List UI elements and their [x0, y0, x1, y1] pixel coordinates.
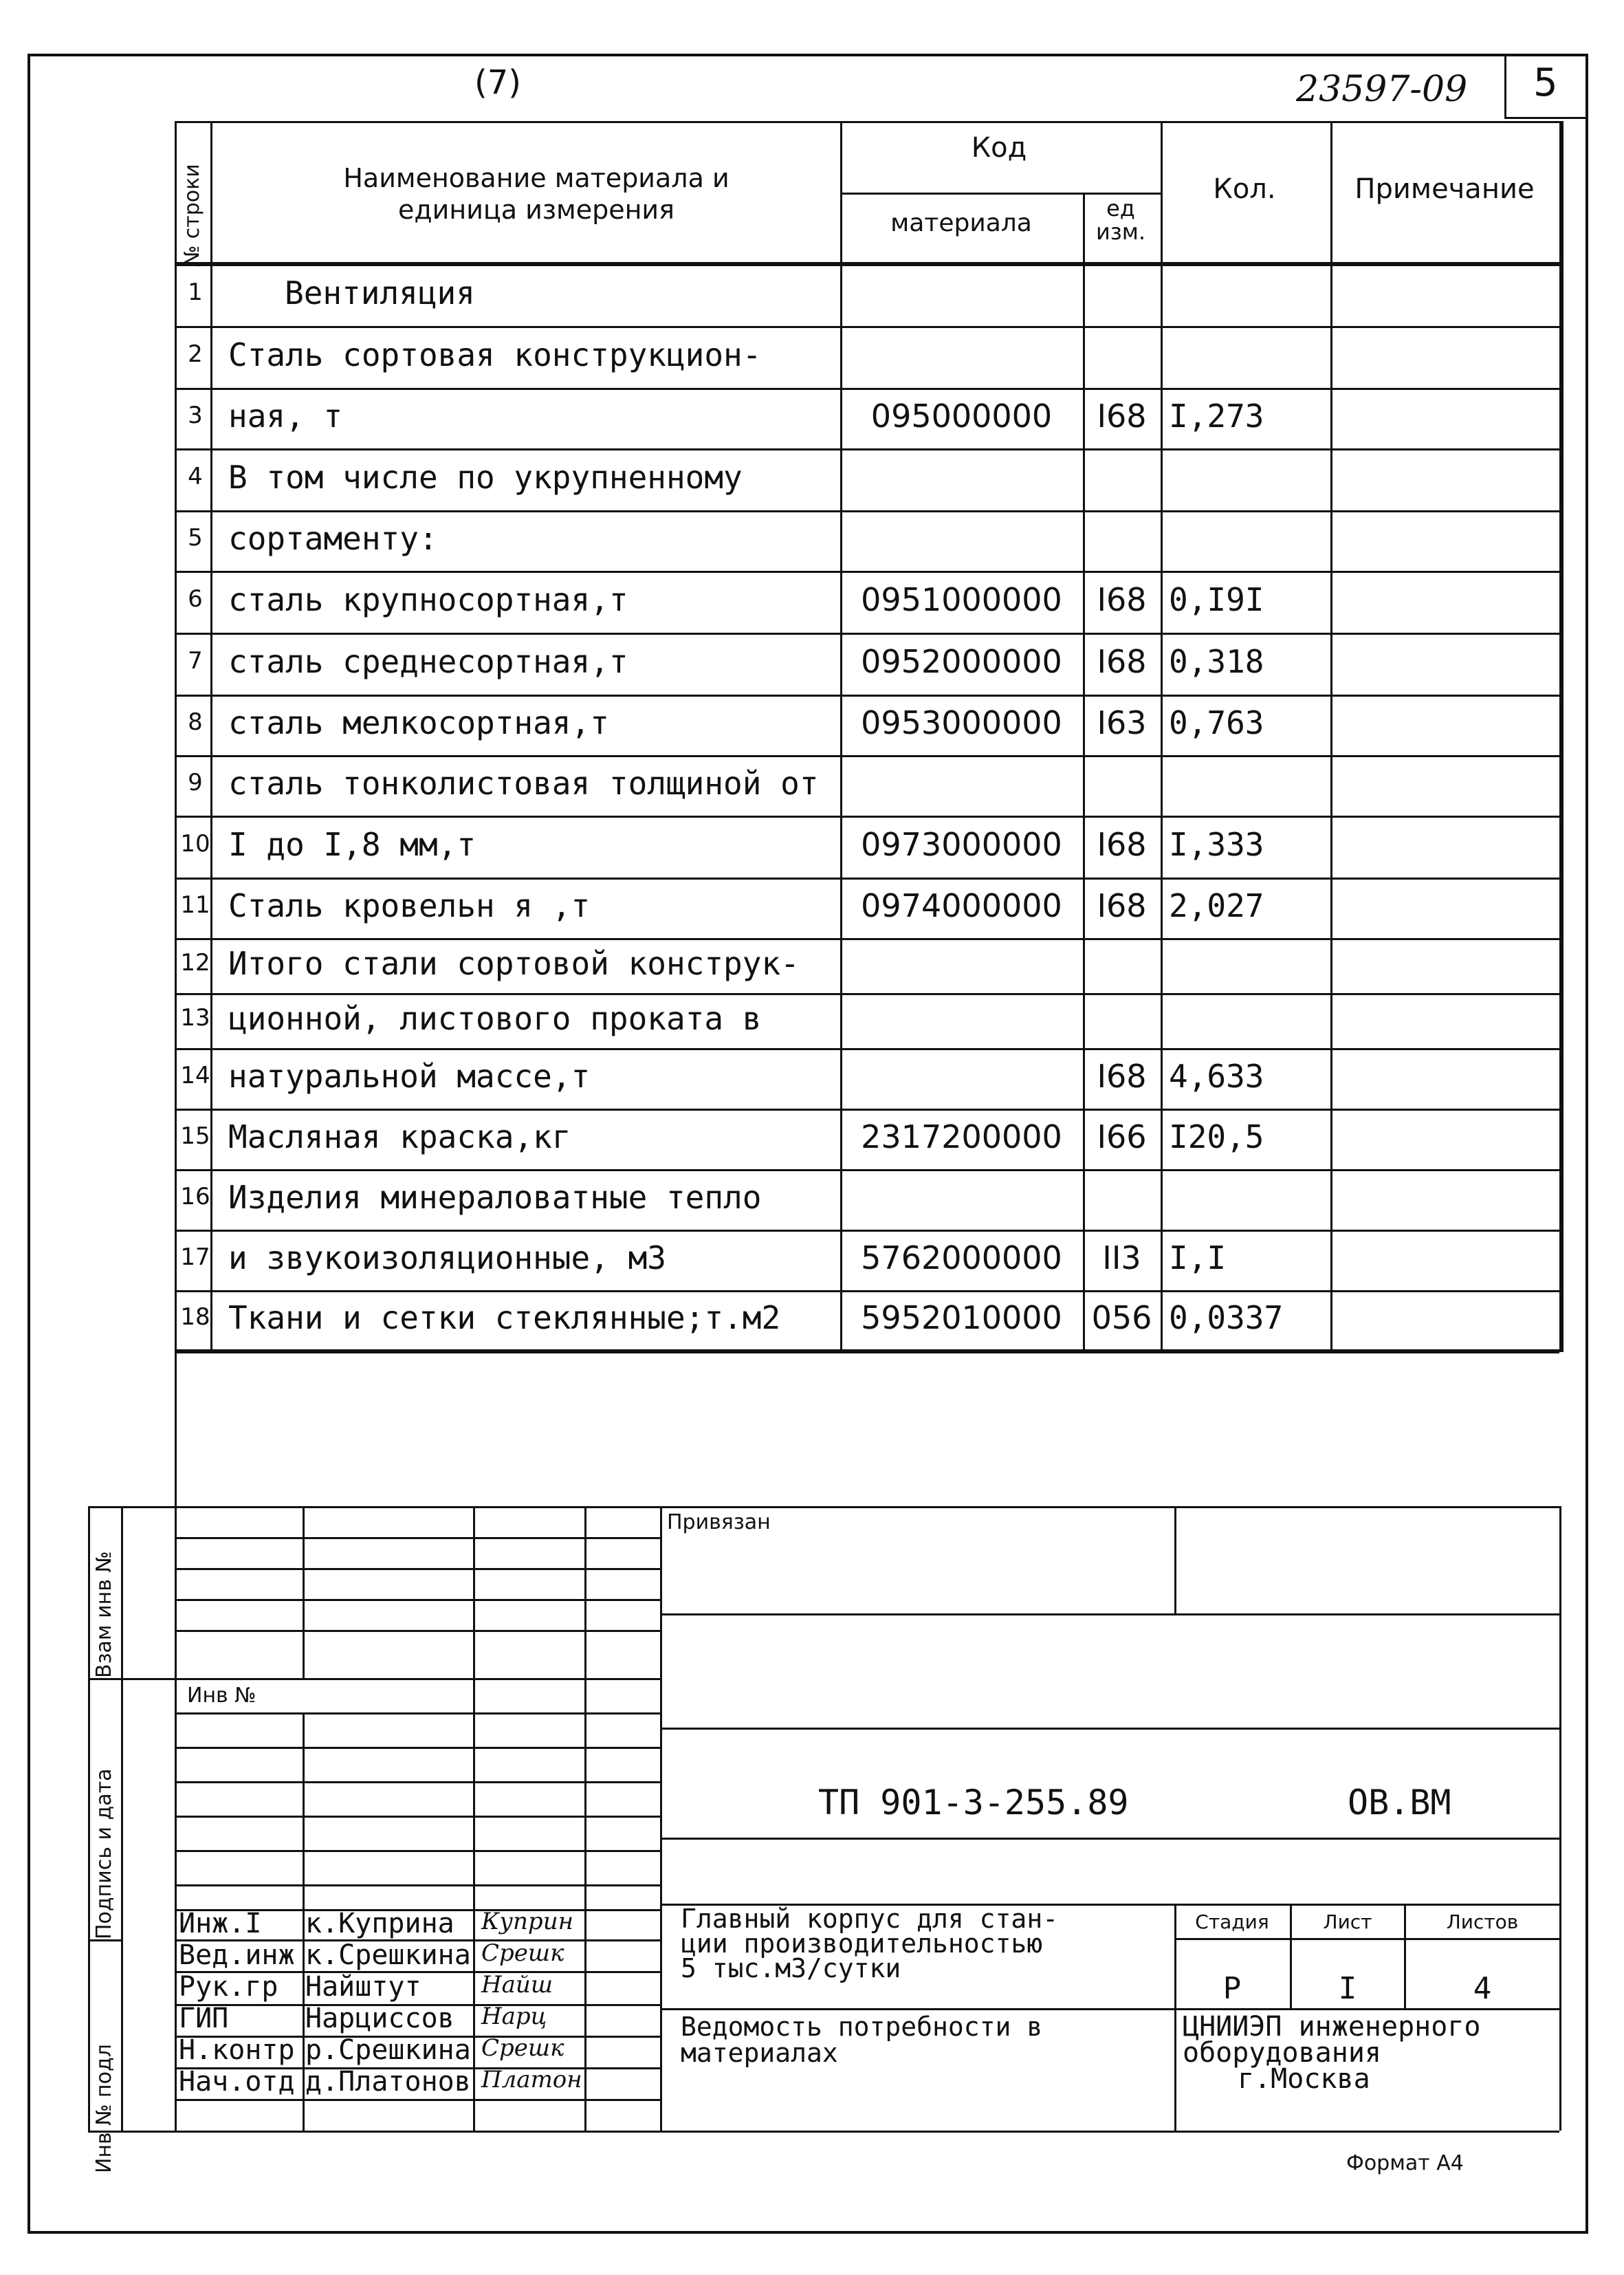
quantity: 0,I9I [1169, 581, 1264, 618]
row-number: 2 [188, 340, 203, 368]
grid-line [175, 1506, 660, 1508]
tb-col [1290, 1904, 1292, 2008]
sheet-value: I [1338, 1971, 1357, 2006]
org-line: г.Москва [1238, 2063, 1370, 2095]
unit-code: I63 [1097, 704, 1147, 741]
side-label-inv-podl: Инв № подл [92, 2044, 116, 2173]
table-row [175, 993, 1559, 1048]
object-name-line: ции производительностью [681, 1928, 1043, 1959]
sheet-number: 5 [1533, 61, 1558, 105]
row-number: 5 [188, 524, 203, 552]
material-name: Изделия минераловатные тепло [228, 1179, 762, 1216]
grid-line [175, 2099, 660, 2101]
signer-name: Нарциссов [305, 2003, 454, 2034]
material-name: В том числе по укрупненному [228, 459, 743, 496]
quantity: 4,633 [1169, 1058, 1264, 1095]
unit-code: I68 [1097, 643, 1147, 680]
material-code: 095000000 [870, 398, 1053, 435]
table-row [175, 388, 1559, 448]
sheet-box-bottom [1504, 117, 1588, 119]
org-name [1183, 2011, 1561, 2095]
material-code: 2317200000 [861, 1118, 1062, 1155]
grid-col [303, 1506, 305, 1678]
grid-line [175, 1537, 660, 1539]
material-name: Ткани и сетки стеклянные;т.м2 [228, 1299, 781, 1336]
signer-role: Нач.отд [179, 2066, 295, 2098]
table-row [175, 755, 1559, 816]
signer-role: Вед.инж [179, 1939, 295, 1971]
row-number: 13 [180, 1004, 210, 1032]
row-number: 9 [188, 769, 203, 796]
tb-line [660, 1728, 1559, 1730]
left-border-extension [175, 1349, 177, 1506]
signer-role: Н.контр [179, 2034, 295, 2066]
grid-line [175, 1599, 660, 1601]
material-name: натуральной массе,т [228, 1058, 591, 1095]
unit-code: I68 [1097, 887, 1147, 924]
signer-name: д.Платонов [305, 2066, 471, 2098]
format-label: Формат А4 [1346, 2151, 1464, 2175]
grid-col [660, 1506, 662, 2131]
signature: Срешк [481, 1939, 564, 1967]
row-number: 12 [180, 949, 210, 977]
quantity: I,273 [1169, 398, 1264, 435]
object-name-line: 5 тыс.м3/сутки [681, 1953, 901, 1983]
grid-col [473, 1506, 475, 2131]
table-top-border [175, 121, 1559, 123]
grid-line [175, 2131, 660, 2133]
material-name: I до I,8 мм,т [228, 826, 476, 863]
col-note-header: Примечание [1354, 173, 1535, 205]
table-row [175, 633, 1559, 695]
unit-code: II3 [1102, 1239, 1141, 1276]
material-code: 5762000000 [861, 1239, 1062, 1276]
designation: ТП 901-3-255.89 [818, 1783, 1129, 1822]
unit-code: I68 [1097, 826, 1147, 863]
table-row [175, 1048, 1559, 1109]
signer-name: к.Срешкина [305, 1939, 471, 1971]
row-number: 4 [188, 463, 203, 490]
signer-name: Найштут [305, 1971, 421, 2003]
side-divider [88, 1939, 121, 1941]
org-line: оборудования [1183, 2037, 1381, 2069]
sheet-title-line: материалах [681, 2038, 838, 2068]
col-code-unit-header: ед изм. [1095, 195, 1146, 245]
grid-line [175, 1850, 660, 1852]
signer-name: к.Куприна [305, 1908, 454, 1939]
side-strip-left [88, 1506, 90, 2131]
grid-line [175, 1747, 660, 1749]
section-code: ОВ.ВМ [1348, 1783, 1451, 1822]
material-code: 5952010000 [861, 1299, 1062, 1336]
grid-line [175, 1630, 660, 1632]
col-row-no-header: № строки [180, 164, 204, 267]
sheet-title-line: Ведомость потребности в [681, 2012, 1043, 2042]
unit-code: I68 [1097, 1058, 1147, 1095]
table-row [175, 510, 1559, 571]
quantity: 2,027 [1169, 887, 1264, 924]
side-label-vzam: Взам инв № [92, 1551, 116, 1678]
material-name: Итого стали сортовой конструк- [228, 945, 800, 982]
org-line: ЦНИИЭП инженерного [1183, 2011, 1481, 2043]
table-row [175, 1290, 1559, 1349]
doc-number: 23597-09 [1296, 69, 1468, 110]
table-row [175, 448, 1559, 510]
unit-code: I68 [1097, 398, 1147, 435]
grid-col [584, 1506, 586, 2131]
row-number: 11 [180, 891, 210, 919]
row-number: 15 [180, 1122, 210, 1150]
table-right-border [1559, 121, 1563, 1352]
quantity: 0,0337 [1169, 1299, 1284, 1336]
sheets-value: 4 [1473, 1971, 1492, 2006]
signature: Платон [481, 2066, 582, 2093]
tb-line [660, 2008, 1559, 2010]
tb-col [1404, 1904, 1406, 2008]
row-number: 8 [188, 708, 203, 736]
signer-role: ГИП [179, 2003, 229, 2034]
sheet-box-divider [1504, 54, 1506, 119]
page-ref: (7) [474, 63, 521, 102]
object-name [681, 1906, 1058, 1981]
row-number: 1 [188, 279, 203, 306]
table-row [175, 326, 1559, 388]
material-code: 0973000000 [861, 826, 1062, 863]
material-name: сортаменту: [228, 520, 438, 557]
row-number: 18 [180, 1303, 210, 1331]
table-row [175, 1169, 1559, 1230]
stage-label: Стадия [1195, 1911, 1269, 1933]
grid-line [175, 1816, 660, 1818]
stage-value: Р [1222, 1971, 1242, 2006]
material-name: Сталь кровельн я ,т [228, 887, 591, 924]
table-row [175, 878, 1559, 938]
privyazan-label: Привязан [667, 1510, 771, 1534]
privyazan-divider [1174, 1506, 1176, 1613]
table-row [175, 264, 1559, 326]
table-row [175, 695, 1559, 755]
table-row [175, 816, 1559, 878]
grid-line [175, 1781, 660, 1783]
material-code: 0953000000 [861, 704, 1062, 741]
inv-label: Инв № [187, 1684, 256, 1708]
table-row [175, 938, 1559, 993]
sheet-label: Лист [1323, 1911, 1372, 1933]
signer-name: р.Срешкина [305, 2034, 471, 2066]
material-name: ная, т [228, 398, 343, 435]
material-name: Масляная краска,кг [228, 1118, 571, 1155]
tb-line [660, 1838, 1559, 1840]
quantity: 0,318 [1169, 643, 1264, 680]
grid-col [175, 1506, 177, 2131]
signature: Куприн [481, 1908, 573, 1935]
grid-line [175, 1712, 660, 1715]
row-number: 3 [188, 402, 203, 429]
signature: Найш [481, 1971, 553, 1999]
code-header-divider [840, 193, 1161, 195]
row-number: 10 [180, 830, 210, 858]
grid-line [175, 1884, 660, 1886]
unit-code: I68 [1097, 581, 1147, 618]
quantity: I,I [1169, 1239, 1227, 1276]
grid-line [175, 1678, 660, 1680]
signature: Нарц [481, 2003, 547, 2030]
grid-col [303, 1712, 305, 2131]
material-code: 0952000000 [861, 643, 1062, 680]
row-number: 14 [180, 1062, 210, 1089]
signer-role: Рук.гр [179, 1971, 278, 2003]
sheet-title [681, 2014, 1042, 2066]
unit-code: I66 [1097, 1118, 1147, 1155]
table-row [175, 1230, 1559, 1290]
material-code: 0951000000 [861, 581, 1062, 618]
sheets-label: Листов [1446, 1911, 1519, 1933]
side-label-podpis: Подпись и дата [92, 1768, 116, 1939]
material-name: ционной, листового проката в [228, 1000, 762, 1037]
signer-role: Инж.I [179, 1908, 262, 1939]
table-row [175, 1109, 1559, 1169]
material-name: Вентиляция [285, 274, 475, 312]
row-number: 6 [188, 585, 203, 613]
unit-code: 056 [1091, 1299, 1152, 1336]
table-bottom-border [175, 1349, 1559, 1353]
object-name-line: Главный корпус для стан- [681, 1904, 1059, 1934]
row-number: 16 [180, 1183, 210, 1210]
material-name: и звукоизоляционные, м3 [228, 1239, 666, 1276]
material-name: сталь среднесортная,т [228, 643, 628, 680]
row-number: 17 [180, 1243, 210, 1271]
side-strip-right [121, 1506, 123, 2131]
signature: Срешк [481, 2034, 564, 2062]
material-name: сталь тонколистовая толщиной от [228, 765, 819, 802]
table-row [175, 571, 1559, 633]
grid-line [175, 1568, 660, 1570]
tb-line [660, 1613, 1559, 1615]
material-code: 0974000000 [861, 887, 1062, 924]
col-code-header: Код [971, 132, 1027, 164]
col-qty-header: Кол. [1213, 173, 1276, 205]
material-name: сталь мелкосортная,т [228, 704, 609, 741]
col-name-header: Наименование материала и единица измерения [343, 163, 729, 225]
col-code-material-header: материала [890, 209, 1032, 237]
material-name: Сталь сортовая конструкцион- [228, 336, 762, 373]
quantity: I20,5 [1169, 1118, 1264, 1155]
row-number: 7 [188, 647, 203, 675]
quantity: I,333 [1169, 826, 1264, 863]
material-name: сталь крупносортная,т [228, 581, 628, 618]
tb-line [1174, 1938, 1559, 1940]
quantity: 0,763 [1169, 704, 1264, 741]
